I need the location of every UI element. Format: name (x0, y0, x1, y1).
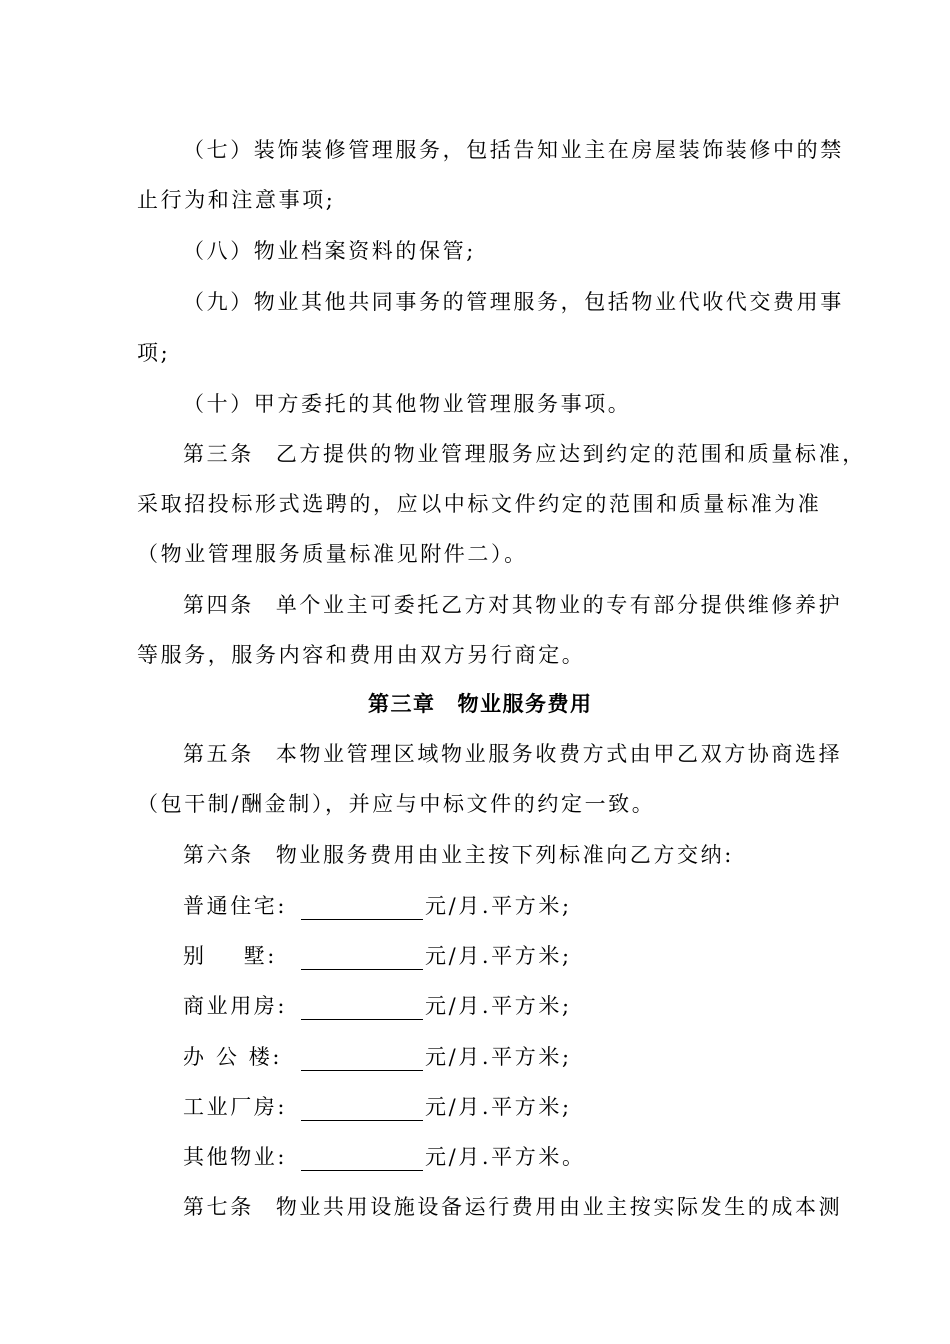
article-7-label: 第七条 (183, 1195, 254, 1219)
article-3-line-2: 采取招投标形式选聘的，应以中标文件约定的范围和质量标准为准 (137, 492, 822, 516)
article-3-line-1 (183, 440, 866, 468)
fee-row (183, 1043, 572, 1071)
article-6-line-1 (183, 841, 734, 869)
fee-label: 普通住宅: (183, 894, 288, 918)
article-5-line-1 (183, 740, 842, 768)
item-7-line-2: 止行为和注意事项; (137, 188, 336, 212)
fee-label: 商业用房: (183, 994, 288, 1018)
fee-blank (301, 947, 423, 970)
item-7-line-1: （七）装饰装修管理服务，包括告知业主在房屋装饰装修中的禁 (183, 138, 844, 162)
fee-row (183, 1093, 572, 1121)
fee-unit: 元/月.平方米; (425, 994, 572, 1018)
chapter-3-heading (368, 690, 593, 718)
article-3-text-1: 乙方提供的物业管理服务应达到约定的范围和质量标准， (275, 442, 866, 466)
fee-label: 工业厂房: (183, 1095, 288, 1119)
article-4-text-1: 单个业主可委托乙方对其物业的专有部分提供维修养护 (275, 593, 843, 617)
fee-blank (301, 1048, 423, 1071)
article-6-label: 第六条 (183, 843, 254, 867)
fee-label: 办 公 楼: (183, 1045, 283, 1069)
fee-unit: 元/月.平方米; (425, 1045, 572, 1069)
article-4-line-2: 等服务，服务内容和费用由双方另行商定。 (137, 643, 586, 667)
fee-unit: 元/月.平方米; (425, 894, 572, 918)
article-4-label: 第四条 (183, 593, 254, 617)
fee-blank (301, 1098, 423, 1121)
fee-blank (301, 997, 423, 1020)
article-6-text-1: 物业服务费用由业主按下列标准向乙方交纳: (275, 843, 734, 867)
fee-blank (301, 1148, 423, 1171)
article-7-line-1 (183, 1193, 842, 1221)
article-7-text-1: 物业共用设施设备运行费用由业主按实际发生的成本测 (275, 1195, 843, 1219)
fee-row (183, 942, 572, 970)
article-5-text-1: 本物业管理区域物业服务收费方式由甲乙双方协商选择 (275, 742, 843, 766)
fee-unit: 元/月.平方米。 (425, 1145, 586, 1169)
article-4-line-1 (183, 591, 842, 619)
item-10: （十）甲方委托的其他物业管理服务事项。 (183, 392, 632, 416)
fee-label: 别 墅: (183, 944, 277, 968)
item-9-line-1: （九）物业其他共同事务的管理服务，包括物业代收代交费用事 (183, 290, 844, 314)
fee-unit: 元/月.平方米; (425, 944, 572, 968)
fee-row (183, 892, 572, 920)
fee-row (183, 992, 572, 1020)
fee-label: 其他物业: (183, 1145, 288, 1169)
item-9-line-2: 项; (137, 341, 171, 365)
fee-blank (301, 897, 423, 920)
chapter-3-title: 物业服务费用 (457, 692, 593, 716)
fee-unit: 元/月.平方米; (425, 1095, 572, 1119)
article-3-line-3: （物业管理服务质量标准见附件二）。 (137, 542, 528, 566)
item-8: （八）物业档案资料的保管; (183, 239, 476, 263)
article-3-label: 第三条 (183, 442, 254, 466)
fee-row (183, 1143, 586, 1171)
chapter-3-label: 第三章 (368, 692, 436, 716)
article-5-label: 第五条 (183, 742, 254, 766)
article-5-line-2: （包干制/酬金制），并应与中标文件的约定一致。 (137, 792, 656, 816)
